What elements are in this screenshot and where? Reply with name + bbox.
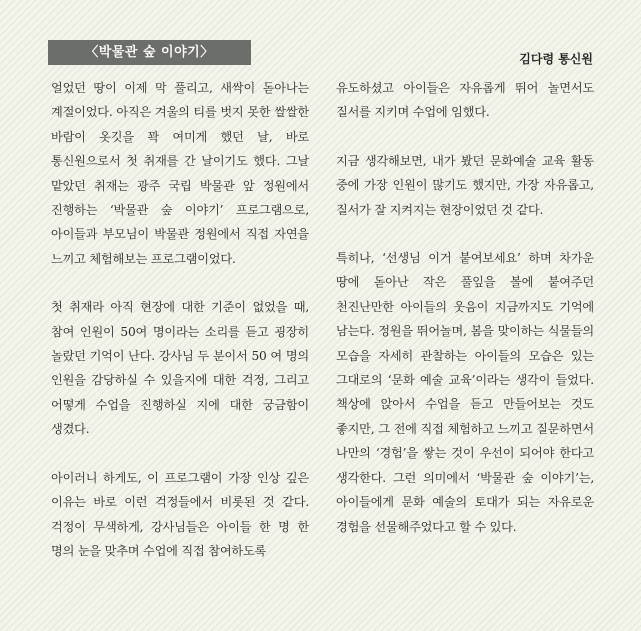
article-column-right — [336, 76, 594, 563]
author-byline: 김다령 통신원 — [519, 52, 593, 66]
section-title: 〈박물관 숲 이야기〉 — [48, 40, 251, 65]
paragraph: 지금 생각해보면, 내가 봤던 문화예술 교육 활동 중에 가장 인원이 많기도 했지만, 가장 자유롭고, 질서가 잘 지켜지는 현장이었던 것 같다. — [336, 153, 594, 217]
paragraph: 얼었던 땅이 이제 막 풀리고, 새싹이 돋아나는 계절이었다. 아직은 겨울의 티를 벗지 못한 쌀쌀한 바람이 옷깃을 꽉 여미게 했던 날, 바로 통신원으로서 첫 취재를 간 날이기도 했다. 그날 맡았던 취재는 광주 국립 박물관 앞 정원에서 진행하는 ‘박물관 숲 이야기’ 프로그램으로, 아이들과 부모님이 박물관 정원에서 직접 자연을 느끼고 체험해보는 프로그램이었다. — [51, 81, 309, 266]
article-column-left — [51, 76, 309, 587]
paragraph: 첫 취재라 아직 현장에 대한 기준이 없었을 때, 참여 인원이 50여 명이라는 소리를 듣고 굉장히 놀랐던 기억이 난다. 강사님 두 분이서 50 여 명의 인원을 감당하실 수 있을지에 대한 걱정, 그리고 어떻게 수업을 진행하실 지에 대한 궁금함이 생겼다. — [51, 300, 309, 437]
paragraph: 특히나, ‘선생님 이거 붙여보세요’ 하며 차가운 땅에 돋아난 작은 풀잎을 볼에 붙여주던 천진난만한 아이들의 웃음이 지금까지도 기억에 남는다. 정원을 뛰어놀며, 봄을 맞이하는 식물들의 모습을 자세히 관찰하는 아이들의 모습은 있는 그대로의 ‘문화 예술 교육’이라는 생각이 들었다. 책상에 앉아서 수업을 듣고 만들어보는 것도 좋지만, 그 전에 직접 체험하고 느끼고 질문하면서 나만의 ‘경험’을 쌓는 것이 우선이 되어야 한다고 생각한다. 그런 의미에서 ‘박물관 숲 이야기’는, 아이들에게 문화 예술의 토대가 되는 자유로운 경험을 선물해주었다고 할 수 있다. — [336, 251, 594, 534]
paragraph: 유도하셨고 아이들은 자유롭게 뛰어 놀면서도 질서를 지키며 수업에 임했다. — [336, 81, 594, 120]
paragraph: 아이러니 하게도, 이 프로그램이 가장 인상 깊은 이유는 바로 이런 걱정들에서 비롯된 것 같다. 걱정이 무색하게, 강사님들은 아이들 한 명 한 명의 눈을 맞추며 수업에 직접 참여하도록 — [51, 470, 309, 558]
